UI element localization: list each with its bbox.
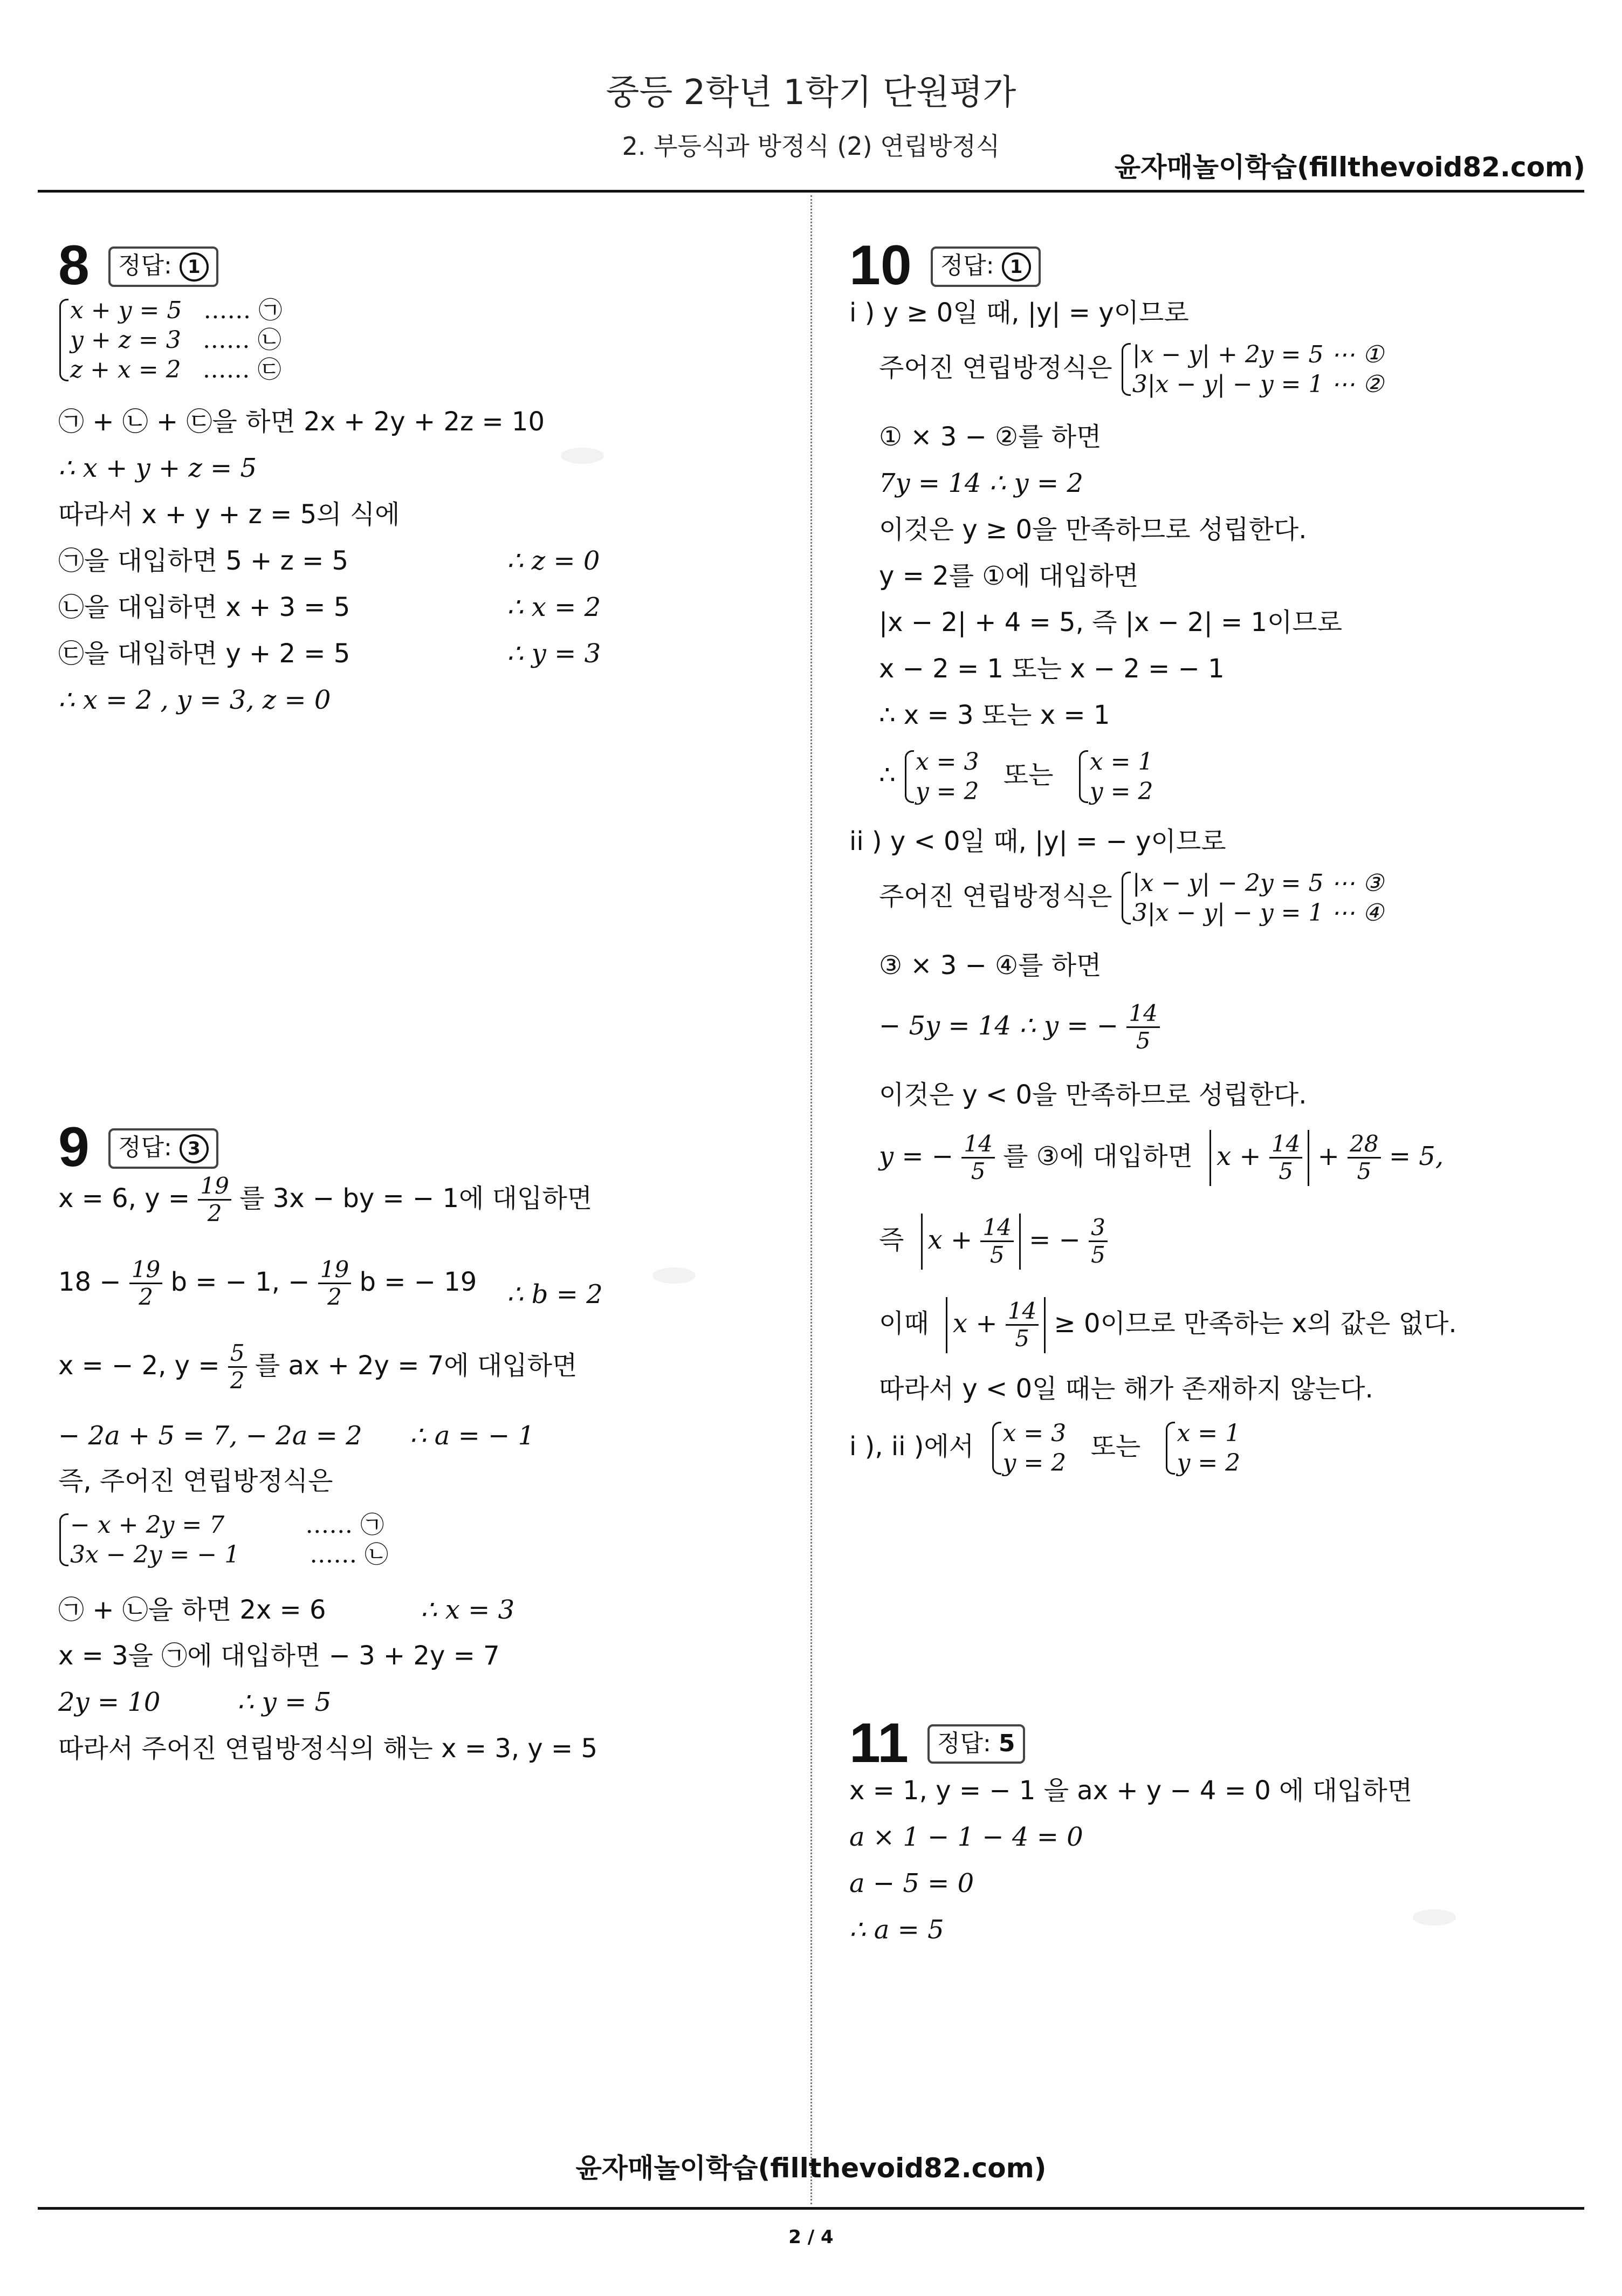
q10-case1-head: i ) y ≥ 0일 때, |y| = y이므로: [849, 298, 1189, 328]
page-subtitle: 2. 부등식과 방정식 (2) 연립방정식: [622, 132, 1000, 161]
text: = 5,: [1389, 1141, 1444, 1171]
q8-step-2: ∴ x + y + z = 5: [58, 453, 257, 483]
equation-tag: …… ㉠: [305, 1511, 384, 1539]
q8-step-6: ㉢을 대입하면 y + 2 = 5: [58, 639, 350, 669]
q10-case2-step-6: [879, 1297, 1457, 1353]
q9-step-1: [58, 1173, 592, 1227]
q10-case1-step-2: 7y = 14 ∴ y = 2: [879, 468, 1083, 498]
equation: 3|x − y| − y = 1 ⋯ ②: [1132, 371, 1384, 398]
text: 를 ③에 대입하면: [1003, 1141, 1193, 1171]
q10-case1-step-6: x − 2 = 1 또는 x − 2 = − 1: [879, 654, 1225, 684]
equation: y = 2: [1002, 1449, 1067, 1477]
equation-tag: …… ㉡: [310, 1541, 389, 1568]
fraction: $\frac{19}{2}$: [198, 1173, 231, 1227]
text: − 5y = 14 ∴ y = −: [879, 1010, 1119, 1041]
q10-case2-step-5: [879, 1214, 1108, 1270]
equation: x = 1: [1089, 748, 1153, 776]
q8-step-4-result: ∴ z = 0: [507, 546, 600, 576]
q10-case2-step-1: ③ × 3 − ④를 하면: [879, 950, 1102, 981]
absolute-value: [921, 1214, 1021, 1270]
q8-step-6-result: ∴ y = 3: [507, 639, 601, 669]
column-divider: [810, 195, 812, 2204]
therefore-sign: ∴: [879, 760, 896, 790]
q10-case2-head: ii ) y < 0일 때, |y| = − y이므로: [849, 826, 1226, 856]
q9-step-4: − 2a + 5 = 7, − 2a = 2: [58, 1421, 362, 1451]
text: +: [1317, 1141, 1339, 1171]
text: i ), ii )에서: [849, 1431, 974, 1462]
q8-step-4: ㉠을 대입하면 5 + z = 5: [58, 546, 349, 576]
question-number: 9: [58, 1116, 90, 1178]
equation: 3x − 2y = − 1: [70, 1541, 240, 1568]
q11-conclusion: ∴ a = 5: [849, 1915, 944, 1945]
text: x +: [953, 1308, 998, 1339]
text: y = −: [879, 1141, 954, 1171]
question-9-header: [58, 1116, 218, 1180]
q9-step-2: [58, 1257, 477, 1311]
fraction: $\frac{5}{2}$: [228, 1340, 247, 1394]
answer-badge: [108, 246, 218, 287]
q9-step-5: 즉, 주어진 연립방정식은: [58, 1466, 333, 1496]
q8-step-1: ㉠ + ㉡ + ㉢을 하면 2x + 2y + 2z = 10: [58, 407, 545, 437]
question-number: 8: [58, 234, 90, 297]
scan-smudge: [1413, 1909, 1456, 1925]
equation: z + x = 2: [70, 356, 181, 383]
equation: − x + 2y = 7: [70, 1511, 225, 1539]
answer-value: 3: [180, 1134, 209, 1163]
q10-case1-step-4: y = 2를 ①에 대입하면: [879, 561, 1139, 591]
text: x = 6, y =: [58, 1183, 190, 1214]
q9-step-3: [58, 1340, 577, 1394]
text: 이때: [879, 1308, 929, 1339]
or-text: 또는: [1090, 1431, 1141, 1462]
q11-step-1: x = 1, y = − 1 을 ax + y − 4 = 0 에 대입하면: [849, 1776, 1413, 1806]
q10-case1-solutions: [879, 747, 1153, 806]
q9-step-8: 2y = 10: [58, 1687, 161, 1717]
text: 즉: [879, 1224, 904, 1255]
q10-conclusion: [849, 1418, 1240, 1478]
answer-label: 정답:: [118, 252, 172, 279]
equation: y = 2: [1089, 778, 1153, 805]
equation: x + y = 5: [70, 297, 182, 324]
absolute-value: [1209, 1130, 1309, 1186]
q8-system: [58, 296, 282, 385]
equation-tag: …… ㉢: [202, 356, 281, 383]
text: 를 ax + 2y = 7에 대입하면: [255, 1350, 578, 1381]
q10-case2-system: [879, 868, 1384, 928]
equation-tag: …… ㉠: [203, 297, 283, 324]
q11-step-3: a − 5 = 0: [849, 1868, 974, 1899]
fraction: $\frac{28}{5}$: [1348, 1131, 1380, 1185]
q10-case1-system: [879, 340, 1384, 399]
bottom-rule: [38, 2207, 1584, 2210]
fraction: $\frac{14}{5}$: [1269, 1131, 1302, 1185]
answer-label: 정답:: [118, 1134, 172, 1161]
q9-step-6-result: ∴ x = 3: [421, 1595, 515, 1625]
q9-system: [58, 1510, 388, 1569]
q8-conclusion: ∴ x = 2 , y = 3, z = 0: [58, 685, 331, 715]
answer-value: 1: [180, 252, 209, 282]
fraction: $\frac{14}{5}$: [1126, 1000, 1159, 1054]
q8-step-3: 따라서 x + y + z = 5의 식에: [58, 499, 400, 530]
equation-tag: …… ㉡: [202, 326, 281, 354]
question-number: 11: [849, 1712, 909, 1774]
q8-step-5: ㉡을 대입하면 x + 3 = 5: [58, 592, 350, 622]
equation: |x − y| + 2y = 5 ⋯ ①: [1132, 341, 1384, 368]
text: 주어진 연립방정식은: [879, 353, 1112, 383]
q10-case2-step-7: 따라서 y < 0일 때는 해가 존재하지 않는다.: [879, 1374, 1373, 1404]
header-brand: 윤자매놀이학습(fillthevoid82.com): [1114, 152, 1585, 183]
equation: 3|x − y| − y = 1 ⋯ ④: [1132, 899, 1384, 927]
page-title: 중등 2학년 1학기 단원평가: [606, 73, 1016, 113]
equation: x = 3: [1002, 1420, 1067, 1447]
q10-case1-step-5: |x − 2| + 4 = 5, 즉 |x − 2| = 1이므로: [879, 607, 1343, 638]
fraction: $\frac{14}{5}$: [1006, 1298, 1039, 1352]
text: b = − 1, −: [170, 1266, 310, 1297]
equation: x = 1: [1177, 1420, 1241, 1447]
text: 18 −: [58, 1266, 121, 1297]
equation: |x − y| − 2y = 5 ⋯ ③: [1132, 869, 1384, 897]
page-number: 2 / 4: [788, 2226, 834, 2248]
equation: y = 2: [915, 778, 979, 805]
scan-smudge: [561, 448, 604, 464]
q10-case1-step-1: ① × 3 − ②를 하면: [879, 422, 1102, 452]
answer-value: 5: [998, 1730, 1015, 1757]
q9-conclusion: 따라서 주어진 연립방정식의 해는 x = 3, y = 5: [58, 1733, 598, 1764]
text: x +: [927, 1224, 973, 1255]
absolute-value: [946, 1297, 1046, 1353]
answer-value: 1: [1002, 252, 1031, 282]
text: x +: [1216, 1141, 1261, 1171]
or-text: 또는: [1003, 760, 1054, 790]
q10-case2-step-2: [879, 1000, 1160, 1054]
fraction: $\frac{3}{5}$: [1089, 1215, 1108, 1269]
equation: x = 3: [915, 748, 979, 776]
answer-badge: [931, 246, 1041, 287]
text: = −: [1029, 1224, 1081, 1255]
scan-smudge: [652, 1267, 696, 1284]
q9-step-7: x = 3을 ㉠에 대입하면 − 3 + 2y = 7: [58, 1641, 500, 1671]
top-rule: [38, 190, 1584, 193]
answer-badge: [108, 1128, 218, 1169]
equation: y = 2: [1177, 1449, 1241, 1477]
fraction: $\frac{14}{5}$: [980, 1215, 1013, 1269]
q10-case2-step-3: 이것은 y < 0을 만족하므로 성립한다.: [879, 1080, 1307, 1110]
question-10-header: [849, 234, 1041, 298]
fraction: $\frac{19}{2}$: [129, 1257, 162, 1311]
question-8-header: [58, 234, 218, 298]
q9-step-2-result: ∴ b = 2: [507, 1279, 603, 1310]
question-number: 10: [849, 234, 912, 297]
q10-case1-step-3: 이것은 y ≥ 0을 만족하므로 성립한다.: [879, 515, 1307, 545]
answer-label: 정답:: [940, 252, 994, 279]
text: 를 3x − by = − 1에 대입하면: [239, 1183, 593, 1214]
fraction: $\frac{14}{5}$: [961, 1131, 994, 1185]
q9-step-6: ㉠ + ㉡을 하면 2x = 6: [58, 1595, 326, 1625]
q8-step-5-result: ∴ x = 2: [507, 592, 601, 622]
text: 주어진 연립방정식은: [879, 881, 1112, 911]
question-11-header: [849, 1712, 1025, 1774]
answer-label: 정답:: [937, 1730, 991, 1757]
footer-brand: 윤자매놀이학습(fillthevoid82.com): [575, 2153, 1047, 2184]
q10-case1-step-7: ∴ x = 3 또는 x = 1: [879, 700, 1110, 730]
equation: y + z = 3: [70, 326, 181, 354]
answer-badge: [927, 1724, 1025, 1764]
q10-case2-step-4: [879, 1130, 1444, 1186]
q9-step-4-result: ∴ a = − 1: [410, 1421, 535, 1451]
text: b = − 19: [359, 1266, 477, 1297]
text: ≥ 0이므로 만족하는 x의 값은 없다.: [1054, 1308, 1457, 1339]
q11-step-2: a × 1 − 1 − 4 = 0: [849, 1822, 1083, 1852]
text: x = − 2, y =: [58, 1350, 220, 1381]
q9-step-8-result: ∴ y = 5: [237, 1687, 332, 1717]
fraction: $\frac{19}{2}$: [318, 1257, 351, 1311]
